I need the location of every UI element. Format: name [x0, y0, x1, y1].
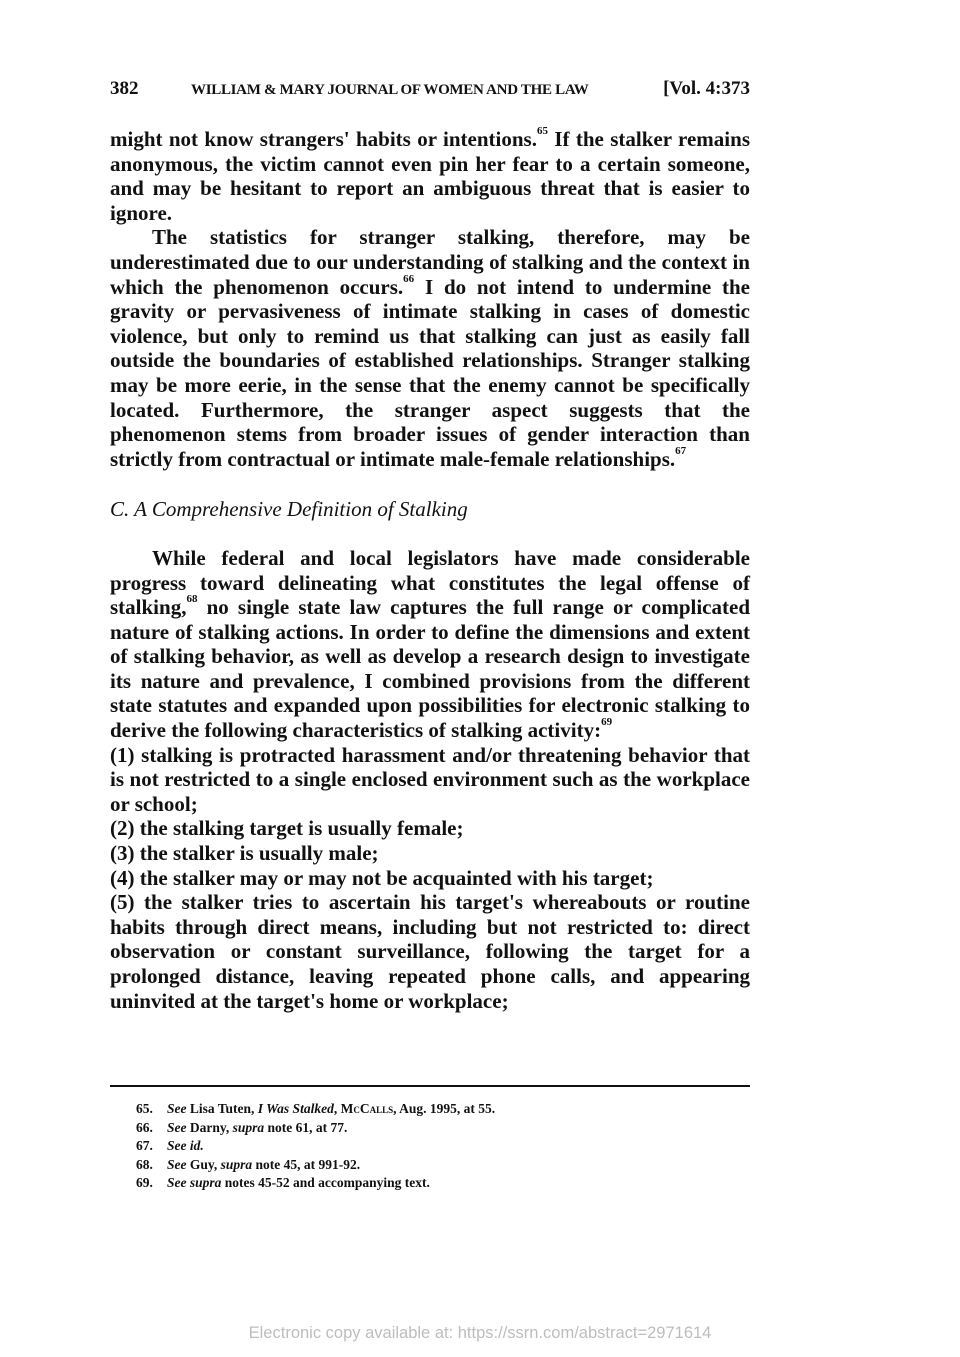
footnote-69: 69. See supra notes 45-52 and accompanying text.: [136, 1175, 430, 1191]
ssrn-footer[interactable]: Electronic copy available at: https://ssrn.com/abstract=2971614: [248, 1324, 712, 1342]
footnote-ref[interactable]: 66: [403, 272, 415, 285]
running-header: [110, 78, 750, 106]
footnote-65: 65. See Lisa Tuten, I Was Stalked, McCalls, Aug. 1995, at 55.: [136, 1101, 496, 1116]
journal-title: WILLIAM & MARY JOURNAL OF WOMEN AND THE LAW: [191, 82, 589, 98]
footnote-67: 67. See id.: [136, 1138, 204, 1154]
footnotes: [136, 1100, 750, 1193]
footnote-ref[interactable]: 65: [536, 125, 548, 137]
footnote-66: 66. See Darny, supra note 61, at 77.: [136, 1119, 348, 1135]
list-item: (4) the stalker may or may not be acquainted with his target;: [110, 865, 654, 890]
paragraph: might not know strangers' habits or intentions.$^{65}$ If the stalker remains anonymous, the victim cannot even pin her fear to a certain someone, and may be hesitant to report an ambiguous threat that is easier to ignore.: [110, 125, 750, 225]
page-number: 382: [110, 78, 139, 99]
list-item: (2) the stalking target is usually female;: [110, 816, 464, 841]
list-item: (1) stalking is protracted harassment and/or threatening behavior that is not restricted to a single enclosed environment such as the workplace or school;: [110, 742, 750, 816]
footnote-ref[interactable]: 68: [186, 593, 198, 606]
body-text: [110, 127, 750, 1013]
footnote-divider: [110, 1085, 750, 1087]
footnote-ref[interactable]: 67: [675, 444, 687, 457]
paragraph: While federal and local legislators have made considerable progress toward delineating what constitutes the legal offense of stalking,$^{68}$ no single state law captures the full range or complicated nature of stalking actions. In order to define the dimensions and extent of stalking behavior, as well as develop a research design to investigate its nature and prevalence, I combined provisions from the different state statutes and expanded upon possibilities for electronic stalking to derive the following characteristics of stalking activity:$^{69}$: [110, 545, 750, 743]
list-item: (3) the stalker is usually male;: [110, 841, 379, 866]
volume-citation: [Vol. 4:373: [663, 78, 750, 99]
footnote-ref[interactable]: 69: [601, 716, 613, 729]
paragraph: The statistics for stranger stalking, therefore, may be underestimated due to our understanding of stalking and the context in which the phenomenon occurs.$^{66}$ I do not intend to undermine the gravity or pervasiveness of intimate stalking in cases of domestic violence, but only to remind us that stalking can just as easily fall outside the boundaries of established relationships. Stranger stalking may be more eerie, in the sense that the enemy cannot be specifically located. Furthermore, the stranger aspect suggests that the phenomenon stems from broader issues of gender interaction than strictly from contractual or intimate male-female relationships.$^{67}$: [110, 225, 750, 471]
section-heading: C. A Comprehensive Definition of Stalking: [110, 497, 468, 522]
footnote-68: 68. See Guy, supra note 45, at 991-92.: [136, 1156, 361, 1172]
list-item: (5) the stalker tries to ascertain his target's whereabouts or routine habits through direct means, including but not restricted to: direct observation or constant surveillance, following the target for a prolonged distance, leaving repeated phone calls, and appearing uninvited at the target's home or workplace;: [110, 890, 750, 1013]
